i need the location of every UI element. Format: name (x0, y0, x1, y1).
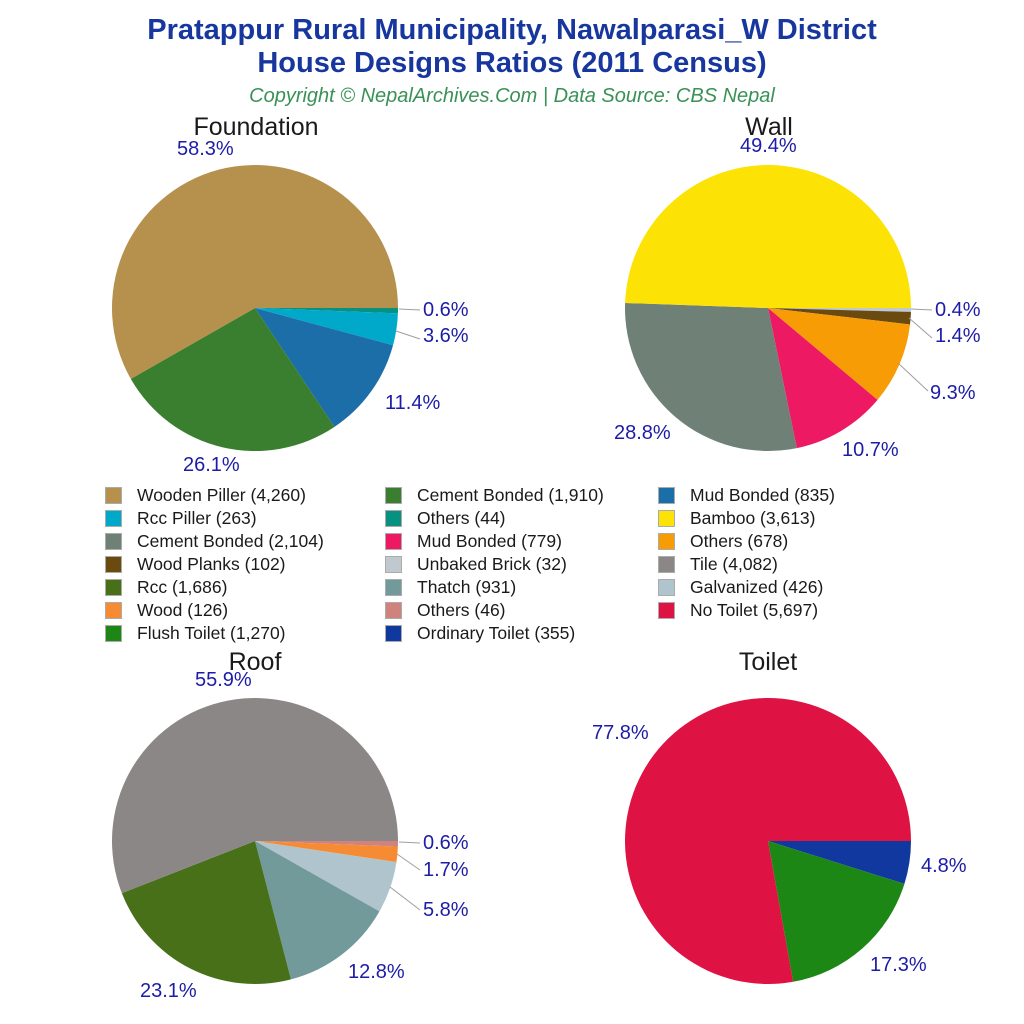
legend-swatch (385, 602, 402, 619)
pct-wall-mud-bonded: 10.7% (842, 439, 899, 461)
pct-foundation-cement-bonded: 26.1% (183, 454, 240, 476)
legend-item (105, 507, 324, 530)
pct-toilet-no-toilet: 77.8% (592, 722, 649, 744)
legend-item (658, 530, 835, 553)
legend-column-2 (385, 484, 604, 645)
pct-roof-tile: 55.9% (195, 669, 252, 691)
toilet-chart-title: Toilet (738, 648, 798, 676)
foundation-pie (112, 165, 398, 451)
legend-label: Wood Planks (102) (137, 554, 286, 574)
legend-swatch (385, 625, 402, 642)
legend-column-3 (658, 484, 835, 622)
legend-swatch (385, 510, 402, 527)
legend-label: Cement Bonded (1,910) (417, 485, 604, 505)
pct-toilet-flush: 17.3% (870, 954, 927, 976)
legend-item (385, 553, 604, 576)
legend-item (105, 553, 324, 576)
legend-label: Galvanized (426) (690, 577, 824, 597)
legend-label: Wooden Piller (4,260) (137, 485, 306, 505)
pct-roof-galvanized: 5.8% (423, 899, 469, 921)
legend-label: Rcc (1,686) (137, 577, 228, 597)
legend-label: Wood (126) (137, 600, 229, 620)
wall-pie (625, 165, 911, 451)
legend-label: Others (44) (417, 508, 506, 528)
legend-swatch (658, 602, 675, 619)
legend-item (385, 622, 604, 645)
wall-chart-title: Wall (745, 113, 793, 141)
foundation-chart-title: Foundation (193, 113, 319, 141)
legend-item (385, 530, 604, 553)
toilet-pie (625, 698, 911, 984)
legend-swatch (385, 487, 402, 504)
roof-chart-title: Roof (228, 648, 282, 676)
legend-item (105, 530, 324, 553)
legend-label: No Toilet (5,697) (690, 600, 819, 620)
pct-wall-wood-planks: 1.4% (935, 325, 981, 347)
pct-foundation-rcc-piller: 3.6% (423, 325, 469, 347)
legend-swatch (105, 625, 122, 642)
legend-item (385, 484, 604, 507)
legend-label: Rcc Piller (263) (137, 508, 257, 528)
pct-wall-unbaked-brick: 0.4% (935, 299, 981, 321)
legend-item (385, 599, 604, 622)
legend-swatch (105, 602, 122, 619)
legend-item (105, 484, 324, 507)
legend-swatch (385, 533, 402, 550)
legend-swatch (385, 556, 402, 573)
legend-swatch (658, 556, 675, 573)
legend-label: Bamboo (3,613) (690, 508, 816, 528)
legend-item (658, 576, 835, 599)
legend-item (658, 507, 835, 530)
pct-foundation-others: 0.6% (423, 299, 469, 321)
legend-label: Ordinary Toilet (355) (417, 623, 576, 643)
pct-roof-wood: 1.7% (423, 859, 469, 881)
legend-swatch (658, 487, 675, 504)
legend-label: Cement Bonded (2,104) (137, 531, 324, 551)
legend-swatch (658, 533, 675, 550)
legend-label: Thatch (931) (417, 577, 517, 597)
pct-toilet-ordinary: 4.8% (921, 855, 967, 877)
page-title-line1: Pratappur Rural Municipality, Nawalparasi_W District (147, 14, 877, 46)
legend-label: Mud Bonded (779) (417, 531, 562, 551)
legend-swatch (105, 556, 122, 573)
legend-swatch (658, 579, 675, 596)
pct-roof-thatch: 12.8% (348, 961, 405, 983)
legend-item (105, 576, 324, 599)
pct-wall-others: 9.3% (930, 382, 976, 404)
page-title-line2: House Designs Ratios (2011 Census) (257, 47, 767, 79)
legend-label: Tile (4,082) (690, 554, 778, 574)
pct-wall-cement-bonded: 28.8% (614, 422, 671, 444)
legend-swatch (105, 579, 122, 596)
legend-item (658, 599, 835, 622)
legend-swatch (105, 510, 122, 527)
legend-label: Flush Toilet (1,270) (137, 623, 286, 643)
legend-column-1 (105, 484, 324, 645)
legend-item (105, 622, 324, 645)
legend-item (385, 576, 604, 599)
legend-item (105, 599, 324, 622)
legend-swatch (105, 533, 122, 550)
pct-foundation-wooden-piller: 58.3% (177, 138, 234, 160)
legend-swatch (658, 510, 675, 527)
legend-item (658, 553, 835, 576)
legend-item (385, 507, 604, 530)
roof-pie (112, 698, 398, 984)
legend-label: Others (678) (690, 531, 789, 551)
pie-slice-wall-bamboo (625, 165, 911, 308)
pct-foundation-mud-bonded: 11.4% (385, 392, 441, 414)
legend-label: Mud Bonded (835) (690, 485, 835, 505)
legend-label: Others (46) (417, 600, 506, 620)
legend-swatch (105, 487, 122, 504)
legend-item (658, 484, 835, 507)
pct-roof-others: 0.6% (423, 832, 469, 854)
copyright-subtitle: Copyright © NepalArchives.Com | Data Source: CBS Nepal (249, 85, 775, 107)
legend-label: Unbaked Brick (32) (417, 554, 567, 574)
pct-wall-bamboo: 49.4% (740, 135, 797, 157)
legend-swatch (385, 579, 402, 596)
pct-roof-rcc: 23.1% (140, 980, 197, 1002)
